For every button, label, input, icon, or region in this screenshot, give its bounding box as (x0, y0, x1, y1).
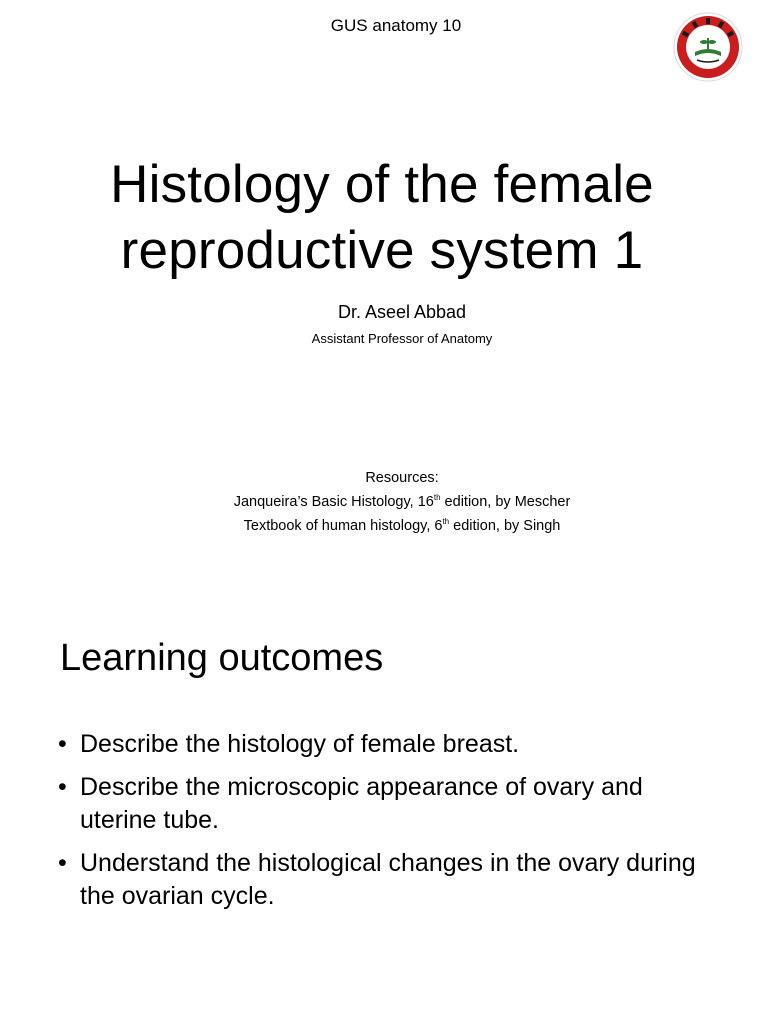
list-item (58, 728, 718, 761)
resources-block (0, 466, 768, 538)
resource-text: edition, by Mescher (440, 494, 571, 510)
bullet-icon: • (58, 849, 67, 877)
resources-heading: Resources: (365, 470, 439, 486)
resource-item (0, 490, 768, 514)
course-label: GUS anatomy 10 (330, 16, 462, 35)
presenter-name: Dr. Aseel Abbad (337, 302, 467, 322)
list-item (58, 771, 718, 837)
list-item-text: Describe the histology of female breast. (80, 730, 520, 758)
title-line-1: Histology of the female (110, 155, 654, 214)
list-item-text: Describe the microscopic appearance of ovary and uterine tube. (80, 773, 643, 834)
title-line-2: reproductive system 1 (120, 221, 644, 280)
resource-text: Textbook of human histology, 6 (243, 518, 443, 534)
resource-item (0, 514, 768, 538)
list-item (58, 847, 718, 913)
list-item-text: Understand the histological changes in the ovary during the ovarian cycle. (80, 849, 696, 910)
presenter-role: Assistant Professor of Anatomy (311, 331, 493, 346)
resource-text: edition, by Singh (449, 518, 561, 534)
university-seal-icon (673, 12, 743, 82)
outcomes-list (58, 728, 718, 923)
ordinal-suffix: th (433, 493, 441, 502)
learning-outcomes-slide (0, 600, 768, 1024)
section-title: Learning outcomes (60, 637, 384, 679)
presentation-title (20, 152, 744, 284)
bullet-icon: • (58, 773, 67, 801)
resource-text: Janqueira’s Basic Histology, 16 (233, 494, 434, 510)
ordinal-suffix: th (442, 517, 450, 526)
bullet-icon: • (58, 730, 67, 758)
